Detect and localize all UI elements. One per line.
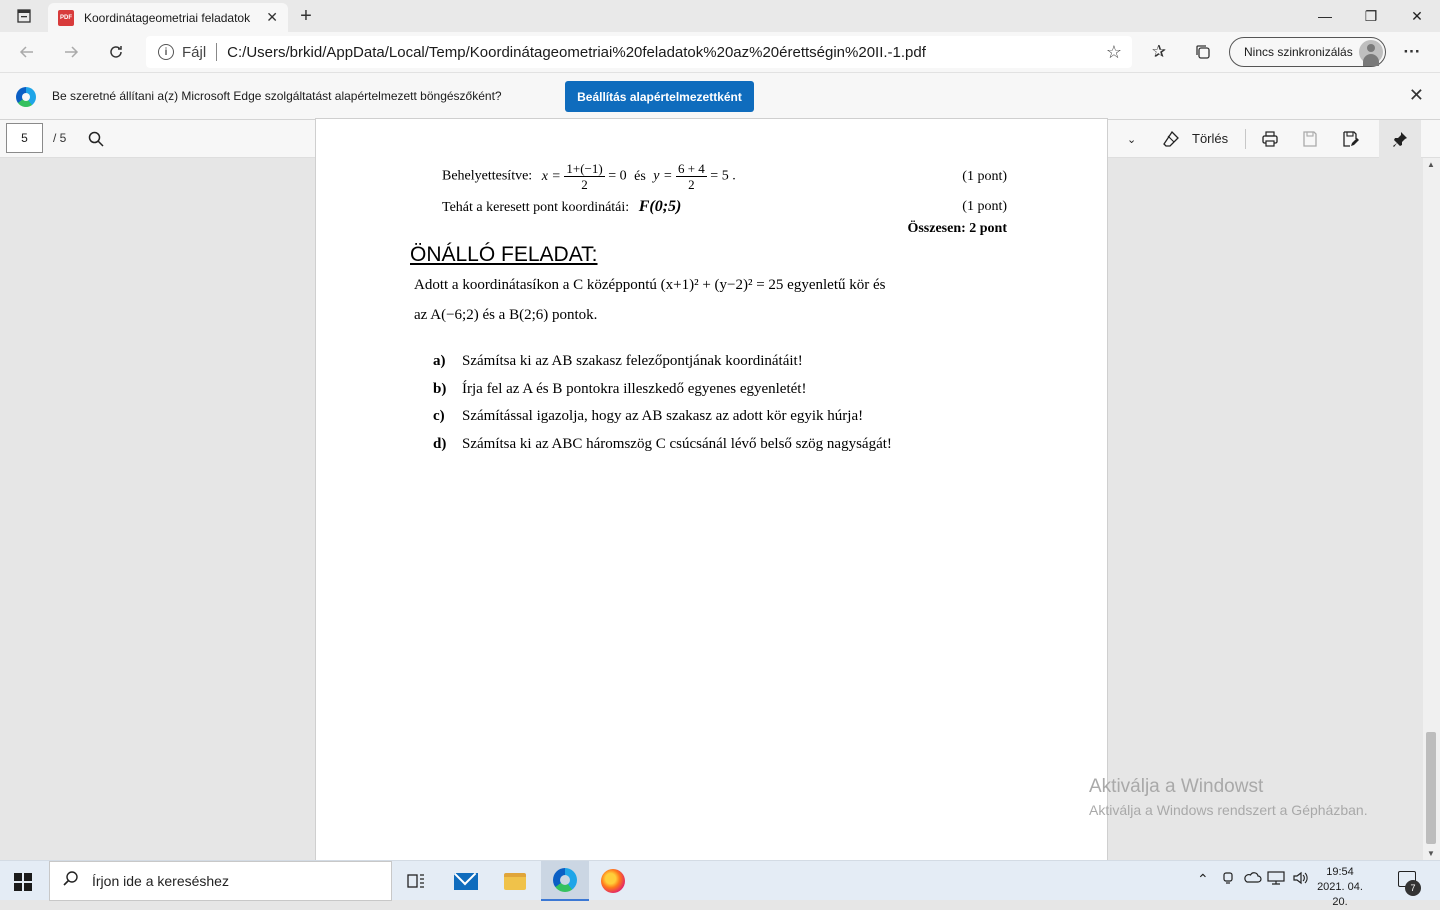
system-clock[interactable] xyxy=(1312,865,1368,910)
scroll-down-icon[interactable]: ▼ xyxy=(1427,849,1435,858)
eraser-icon[interactable] xyxy=(1162,127,1180,151)
x-variable: x = xyxy=(541,168,561,184)
vertical-scrollbar[interactable] xyxy=(1423,158,1440,860)
maximize-button[interactable]: ❐ xyxy=(1364,7,1378,24)
onedrive-icon[interactable] xyxy=(1243,871,1261,888)
start-button[interactable] xyxy=(14,873,32,891)
question-text: Számítsa ki az AB szakasz felezőpontjának koordinátáit! xyxy=(462,353,803,370)
total-points: Összesen: 2 pont xyxy=(907,221,1007,236)
avatar xyxy=(1359,40,1383,64)
url-text[interactable]: C:/Users/brkid/AppData/Local/Temp/Koordinátageometriai%20feladatok%20az%20érettségin%20II.-1.pdf xyxy=(227,43,926,61)
taskbar-search-input[interactable] xyxy=(49,861,392,901)
refresh-icon xyxy=(108,44,124,60)
address-bar[interactable] xyxy=(146,36,1132,68)
pdf-page xyxy=(315,118,1108,878)
info-icon[interactable]: i xyxy=(158,44,174,60)
windows-logo-icon xyxy=(24,883,32,891)
page-total: / 5 xyxy=(53,131,67,145)
question-list xyxy=(433,348,892,458)
y-variable: y = xyxy=(653,168,673,184)
question-letter: c) xyxy=(433,408,445,425)
tab-actions-icon[interactable] xyxy=(8,5,40,27)
folder-glyph xyxy=(504,873,526,890)
pdf-viewer[interactable] xyxy=(0,158,1440,860)
windows-logo-icon xyxy=(14,883,22,891)
firefox-glyph xyxy=(601,869,625,893)
substitution-line xyxy=(442,161,736,192)
pin-toolbar-icon[interactable] xyxy=(1379,120,1421,158)
activation-watermark xyxy=(1089,776,1368,818)
edge-logo-icon xyxy=(16,87,36,107)
windows-logo-icon xyxy=(14,873,22,881)
notification-badge: 7 xyxy=(1405,880,1421,896)
toolbar-divider xyxy=(1245,129,1246,149)
address-separator xyxy=(216,43,217,61)
pdf-icon: PDF xyxy=(58,10,74,26)
points-label: (1 pont) xyxy=(962,199,1007,214)
y-numerator: 6 + 4 xyxy=(677,161,705,176)
task-view-icon[interactable] xyxy=(392,861,440,901)
volume-icon[interactable] xyxy=(1292,871,1308,888)
section-heading: ÖNÁLLÓ FELADAT: xyxy=(410,243,598,266)
clock-date: 2021. 04. 20. xyxy=(1317,881,1363,908)
question-text: Számítsa ki az ABC háromszög C csúcsánál lévő belső szög nagyságát! xyxy=(462,435,892,452)
more-options-icon[interactable]: ··· xyxy=(1403,42,1421,61)
navigation-bar xyxy=(0,32,1440,72)
minimize-button[interactable]: — xyxy=(1318,8,1332,24)
favorites-icon[interactable]: ✰ xyxy=(1151,42,1167,61)
default-browser-infobar xyxy=(0,72,1440,120)
sync-label: Nincs szinkronizálás xyxy=(1244,45,1353,59)
page-number-input[interactable]: 5 xyxy=(6,123,43,153)
edge-glyph xyxy=(553,868,577,892)
highlight-chevron-down-icon[interactable]: ⌄ xyxy=(1127,133,1137,146)
task-line-1: Adott a koordinátasíkon a C középpontú (x+1)² + (y−2)² = 25 egyenletű kör és xyxy=(414,277,886,293)
erase-button[interactable]: Törlés xyxy=(1192,131,1229,146)
task-line-2: az A(−6;2) és a B(2;6) pontok. xyxy=(414,307,598,323)
x-denominator: 2 xyxy=(581,177,588,192)
url-scheme: Fájl xyxy=(182,43,207,61)
collections-icon[interactable] xyxy=(1191,40,1215,64)
refresh-button[interactable] xyxy=(101,38,131,66)
question-letter: b) xyxy=(433,380,447,397)
list-item xyxy=(433,403,892,431)
scroll-up-icon[interactable]: ▲ xyxy=(1427,160,1435,169)
set-default-button[interactable]: Beállítás alapértelmezettként xyxy=(565,81,754,112)
windows-taskbar xyxy=(0,860,1440,908)
tab-close-icon[interactable]: ✕ xyxy=(266,9,278,25)
points-label: (1 pont) xyxy=(962,169,1007,184)
result-line xyxy=(442,198,681,216)
file-explorer-icon[interactable] xyxy=(491,861,539,901)
search-icon xyxy=(62,870,80,893)
firefox-icon[interactable] xyxy=(589,861,637,901)
meet-now-icon[interactable] xyxy=(1221,871,1235,888)
print-icon[interactable] xyxy=(1261,127,1279,151)
y-fraction xyxy=(676,161,707,192)
mail-glyph xyxy=(454,873,478,890)
x-fraction xyxy=(564,161,604,192)
scroll-thumb[interactable] xyxy=(1426,732,1436,844)
forward-arrow-icon xyxy=(63,44,79,60)
active-tab[interactable] xyxy=(48,3,288,32)
list-item xyxy=(433,376,892,404)
question-letter: a) xyxy=(433,353,446,370)
add-favorite-icon[interactable]: ☆ xyxy=(1105,42,1122,62)
title-bar xyxy=(0,0,1440,32)
result-label: Tehát a keresett pont koordinátái: xyxy=(442,200,630,215)
question-text: Írja fel az A és B pontokra illeszkedő egyenes egyenletét! xyxy=(462,380,807,397)
network-icon[interactable] xyxy=(1267,871,1285,888)
question-text: Számítással igazolja, hogy az AB szakasz az adott kör egyik húrja! xyxy=(462,408,864,425)
conjunction: és xyxy=(634,168,646,184)
edge-taskbar-icon[interactable] xyxy=(541,861,589,901)
result-value: F(0;5) xyxy=(638,198,682,215)
search-icon[interactable] xyxy=(87,127,105,151)
clock-time: 19:54 xyxy=(1326,866,1354,878)
chevron-up-icon[interactable]: ⌃ xyxy=(1197,871,1209,887)
close-window-button[interactable]: ✕ xyxy=(1411,7,1423,24)
question-letter: d) xyxy=(433,435,447,452)
subst-label: Behelyettesítve: xyxy=(442,168,533,184)
x-numerator: 1+(−1) xyxy=(566,161,603,176)
back-arrow-icon xyxy=(19,44,35,60)
profile-sync-button[interactable] xyxy=(1229,37,1386,67)
back-button[interactable] xyxy=(12,38,42,66)
save-icon[interactable] xyxy=(1301,127,1319,151)
forward-button[interactable] xyxy=(56,38,86,66)
mail-icon[interactable] xyxy=(442,861,490,901)
windows-logo-icon xyxy=(24,873,32,881)
watermark-subtitle: Aktiválja a Windows rendszert a Gépházban. xyxy=(1089,802,1368,818)
x-result: = 0 xyxy=(608,168,627,184)
y-result: = 5 . xyxy=(710,168,736,184)
new-tab-button[interactable]: + xyxy=(300,4,312,27)
infobar-close-icon[interactable]: ✕ xyxy=(1408,85,1424,105)
tab-title: Koordinátageometriai feladatok xyxy=(84,10,251,25)
list-item xyxy=(433,431,892,459)
search-placeholder: Írjon ide a kereséshez xyxy=(92,873,229,889)
y-denominator: 2 xyxy=(688,177,695,192)
watermark-title: Aktiválja a Windowst xyxy=(1089,776,1264,797)
save-as-icon[interactable] xyxy=(1341,127,1359,151)
infobar-message: Be szeretné állítani a(z) Microsoft Edge szolgáltatást alapértelmezett böngészőként? xyxy=(52,89,502,103)
list-item xyxy=(433,348,892,376)
